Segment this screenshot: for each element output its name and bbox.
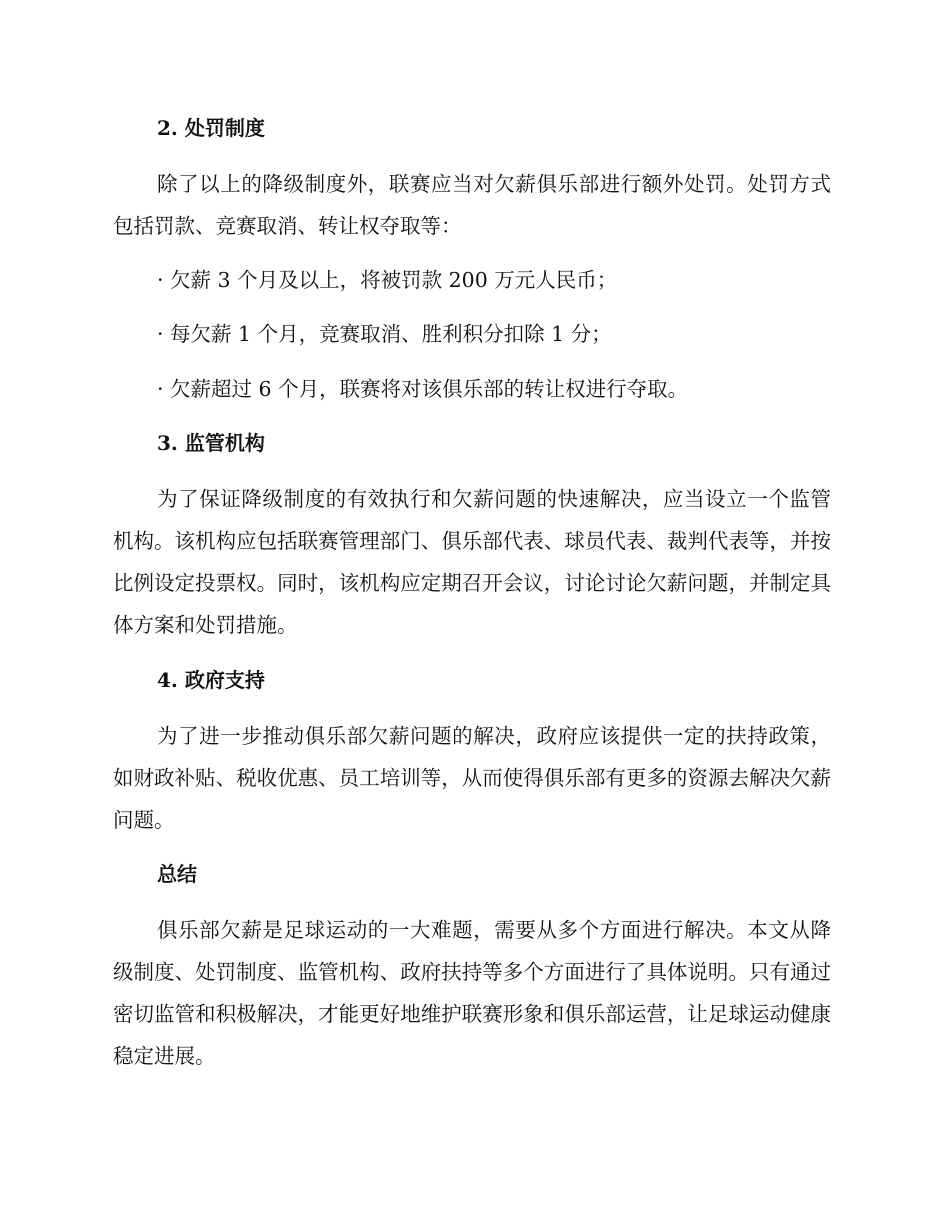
section-heading-government: 4. 政府支持 bbox=[157, 668, 265, 692]
bullet-item-transfer: · 欠薪超过 6 个月，联赛将对该俱乐部的转让权进行夺取。 bbox=[157, 377, 689, 401]
paragraph-penalty: 除了以上的降级制度外，联赛应当对欠薪俱乐部进行额外处罚。处罚方式包括罚款、竞赛取消、转让权夺取等： bbox=[113, 172, 831, 238]
paragraph-summary: 俱乐部欠薪是足球运动的一大难题，需要从多个方面进行解决。本文从降级制度、处罚制度、监管机构、政府扶持等多个方面进行了具体说明。只有通过密切监管和积极解决，才能更好地维护联赛形象和俱乐部运营，让足球运动健康稳定进展。 bbox=[113, 918, 831, 1068]
section-heading-penalty: 2. 处罚制度 bbox=[157, 116, 265, 140]
section-heading-supervision: 3. 监管机构 bbox=[157, 431, 265, 455]
bullet-item-fine: · 欠薪 3 个月及以上，将被罚款 200 万元人民币； bbox=[157, 268, 618, 292]
paragraph-government: 为了进一步推动俱乐部欠薪问题的解决，政府应该提供一定的扶持政策，如财政补贴、税收优惠、员工培训等，从而使得俱乐部有更多的资源去解决欠薪问题。 bbox=[113, 724, 831, 832]
section-heading-summary: 总结 bbox=[157, 862, 197, 886]
bullet-item-points: · 每欠薪 1 个月，竞赛取消、胜利积分扣除 1 分； bbox=[157, 322, 612, 346]
paragraph-supervision: 为了保证降级制度的有效执行和欠薪问题的快速解决，应当设立一个监管机构。该机构应包括联赛管理部门、俱乐部代表、球员代表、裁判代表等，并按比例设定投票权。同时，该机构应定期召开会议，讨论讨论欠薪问题，并制定具体方案和处罚措施。 bbox=[113, 487, 831, 637]
